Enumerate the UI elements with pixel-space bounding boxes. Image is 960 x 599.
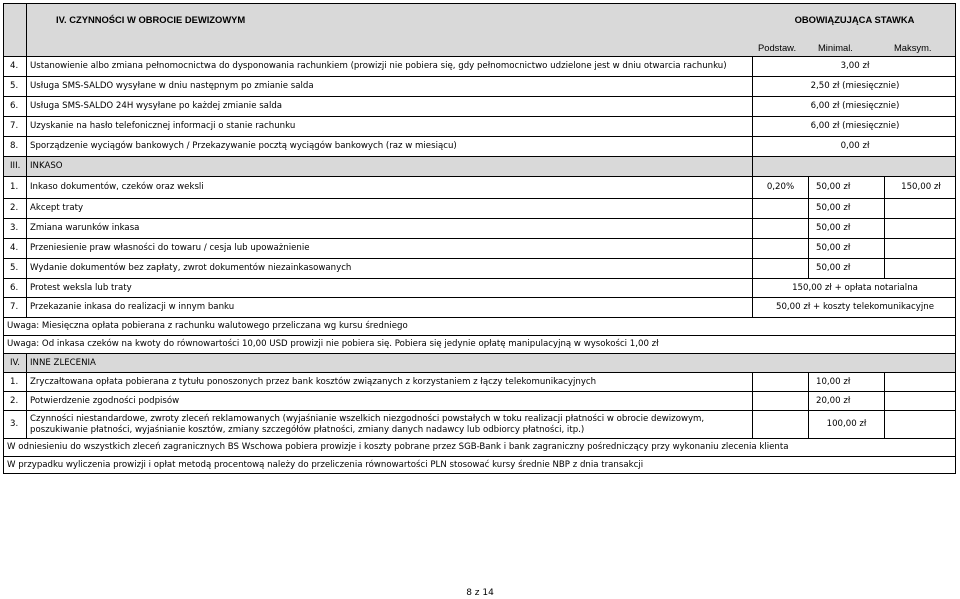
row-rate-min: 100,00 zł bbox=[808, 411, 884, 438]
table-row bbox=[3, 96, 956, 117]
row-description: Usługa SMS-SALDO 24H wysyłane po każdej zmianie salda bbox=[26, 97, 752, 116]
row-rate: 150,00 zł + opłata notarialna bbox=[752, 279, 957, 297]
table-row bbox=[3, 278, 956, 298]
row-description: Ustanowienie albo zmiana pełnomocnictwa do dysponowania rachunkiem (prowizji nie pobiera się, gdy pełnomocnictwo udzielone jest w dniu otwarcia rachunku) bbox=[26, 57, 752, 76]
row-rate-min: 10,00 zł bbox=[808, 373, 884, 391]
section-rate-empty bbox=[752, 157, 957, 176]
row-rate-max bbox=[884, 199, 957, 218]
row-description: Sporządzenie wyciągów bankowych / Przekazywanie pocztą wyciągów bankowych (raz w miesiącu) bbox=[26, 137, 752, 156]
rate-title: OBOWIĄZUJĄCA STAWKA bbox=[794, 14, 915, 25]
row-number: 7. bbox=[10, 121, 19, 131]
table-row bbox=[3, 198, 956, 219]
table-row bbox=[3, 410, 956, 439]
row-number: 6. bbox=[10, 101, 19, 111]
row-rate-base bbox=[752, 259, 808, 278]
row-number: 5. bbox=[10, 263, 19, 273]
row-rate-max bbox=[884, 392, 957, 410]
table-row bbox=[3, 136, 956, 157]
row-rate: 0,00 zł bbox=[752, 137, 957, 156]
row-number: 1. bbox=[10, 182, 19, 192]
row-rate-max bbox=[884, 373, 957, 391]
row-rate: 2,50 zł (miesięcznie) bbox=[752, 77, 957, 96]
row-description: Uzyskanie na hasło telefonicznej informacji o stanie rachunku bbox=[26, 117, 752, 136]
row-rate-base bbox=[752, 373, 808, 391]
page-number: 8 z 14 bbox=[466, 588, 494, 598]
row-rate-min: 20,00 zł bbox=[808, 392, 884, 410]
row-rate-min: 50,00 zł bbox=[808, 259, 884, 278]
table-header bbox=[3, 3, 956, 57]
row-rate-base: 0,20% bbox=[752, 177, 808, 198]
row-rate: 6,00 zł (miesięcznie) bbox=[752, 97, 957, 116]
note-row bbox=[3, 438, 956, 457]
note-text: Uwaga: Miesięczna opłata pobierana z rachunku walutowego przeliczana wg kursu średniego bbox=[7, 321, 408, 331]
row-number: 6. bbox=[10, 282, 19, 293]
note-text: W odniesieniu do wszystkich zleceń zagranicznych BS Wschowa pobiera prowizje i koszty pobrane przez SGB-Bank i bank zagraniczny pośredniczący przy wykonaniu zlecenia klienta bbox=[7, 442, 789, 452]
section-header-inne bbox=[3, 353, 956, 373]
row-rate: 6,00 zł (miesięcznie) bbox=[752, 117, 957, 136]
table-row bbox=[3, 391, 956, 411]
row-description: Protest weksla lub traty bbox=[26, 279, 752, 297]
section-header-inkaso bbox=[3, 156, 956, 177]
row-rate-base bbox=[752, 199, 808, 218]
row-number: 4. bbox=[10, 61, 19, 71]
row-rate-max: 150,00 zł bbox=[884, 177, 957, 198]
section-number: III. bbox=[10, 161, 21, 171]
row-number: 7. bbox=[10, 302, 19, 312]
row-description: Przekazanie inkasa do realizacji w innym banku bbox=[26, 298, 752, 317]
row-number: 2. bbox=[10, 203, 19, 213]
table-row bbox=[3, 238, 956, 259]
row-rate-max bbox=[884, 239, 957, 258]
section-title: INNE ZLECENIA bbox=[26, 354, 955, 372]
row-rate-max bbox=[884, 219, 957, 238]
row-description: Akcept traty bbox=[26, 199, 752, 218]
row-description: Zmiana warunków inkasa bbox=[26, 219, 752, 238]
table-row bbox=[3, 76, 956, 97]
note-row bbox=[3, 456, 956, 474]
row-rate-min: 50,00 zł bbox=[808, 219, 884, 238]
row-number: 8. bbox=[10, 141, 19, 151]
row-description: Potwierdzenie zgodności podpisów bbox=[26, 392, 752, 410]
table-row bbox=[3, 372, 956, 392]
row-number: 5. bbox=[10, 81, 19, 91]
col-min-label: Minimal. bbox=[818, 42, 853, 53]
table-row bbox=[3, 56, 956, 77]
note-text: Uwaga: Od inkasa czeków na kwoty do równowartości 10,00 USD prowizji nie pobiera się. Pobiera się jedynie opłatę manipulacyjną w wysokości 1,00 zł bbox=[7, 339, 659, 349]
rate-header bbox=[752, 4, 957, 56]
table-row bbox=[3, 218, 956, 239]
section-title: INKASO bbox=[26, 157, 752, 176]
row-number: 4. bbox=[10, 243, 19, 253]
row-description: Przeniesienie praw własności do towaru / cesja lub upoważnienie bbox=[26, 239, 752, 258]
table-row bbox=[3, 176, 956, 199]
col-base-label: Podstaw. bbox=[758, 42, 797, 53]
section-title: IV. CZYNNOŚCI W OBROCIE DEWIZOWYM bbox=[26, 4, 752, 56]
row-description: Zryczałtowana opłata pobierana z tytułu ponoszonych przez bank kosztów związanych z korzystaniem z łączy telekomunikacyjnych bbox=[26, 373, 752, 391]
row-rate-min: 50,00 zł bbox=[808, 239, 884, 258]
note-row bbox=[3, 317, 956, 336]
row-rate-base bbox=[752, 411, 808, 438]
row-number: 2. bbox=[10, 395, 19, 406]
section-number: IV. bbox=[10, 357, 21, 368]
row-rate: 50,00 zł + koszty telekomunikacyjne bbox=[752, 298, 957, 317]
row-number: 3. bbox=[10, 419, 19, 429]
row-rate-min: 50,00 zł bbox=[808, 177, 884, 198]
row-rate-max bbox=[884, 259, 957, 278]
header-num-cell bbox=[4, 4, 26, 56]
note-text: W przypadku wyliczenia prowizji i opłat metodą procentową należy do przeliczenia równowartości PLN stosować kursy średnie NBP z dnia transakcji bbox=[7, 459, 644, 470]
row-number: 3. bbox=[10, 223, 19, 233]
col-max-label: Maksym. bbox=[894, 42, 932, 53]
row-description: Usługa SMS-SALDO wysyłane w dniu następnym po zmianie salda bbox=[26, 77, 752, 96]
row-rate-min: 50,00 zł bbox=[808, 199, 884, 218]
row-rate-base bbox=[752, 239, 808, 258]
row-number: 1. bbox=[10, 376, 19, 387]
row-description: Inkaso dokumentów, czeków oraz weksli bbox=[26, 177, 752, 198]
row-rate-base bbox=[752, 219, 808, 238]
row-description: Wydanie dokumentów bez zapłaty, zwrot dokumentów niezainkasowanych bbox=[26, 259, 752, 278]
table-row bbox=[3, 297, 956, 318]
table-row bbox=[3, 258, 956, 279]
row-rate: 3,00 zł bbox=[752, 57, 957, 76]
row-rate-base bbox=[752, 392, 808, 410]
table-row bbox=[3, 116, 956, 137]
row-description: Czynności niestandardowe, zwroty zleceń reklamowanych (wyjaśnianie wszelkich niezgodności powstałych w toku realizacji płatności w obrocie dewizowym, poszukiwanie płatności, wyjaśnianie kosztów, zmiany szczegółów płatności, zmiany danych nadawcy lub odbiorcy płatności, itp.) bbox=[26, 411, 752, 438]
row-rate-max bbox=[884, 411, 957, 438]
note-row bbox=[3, 335, 956, 354]
